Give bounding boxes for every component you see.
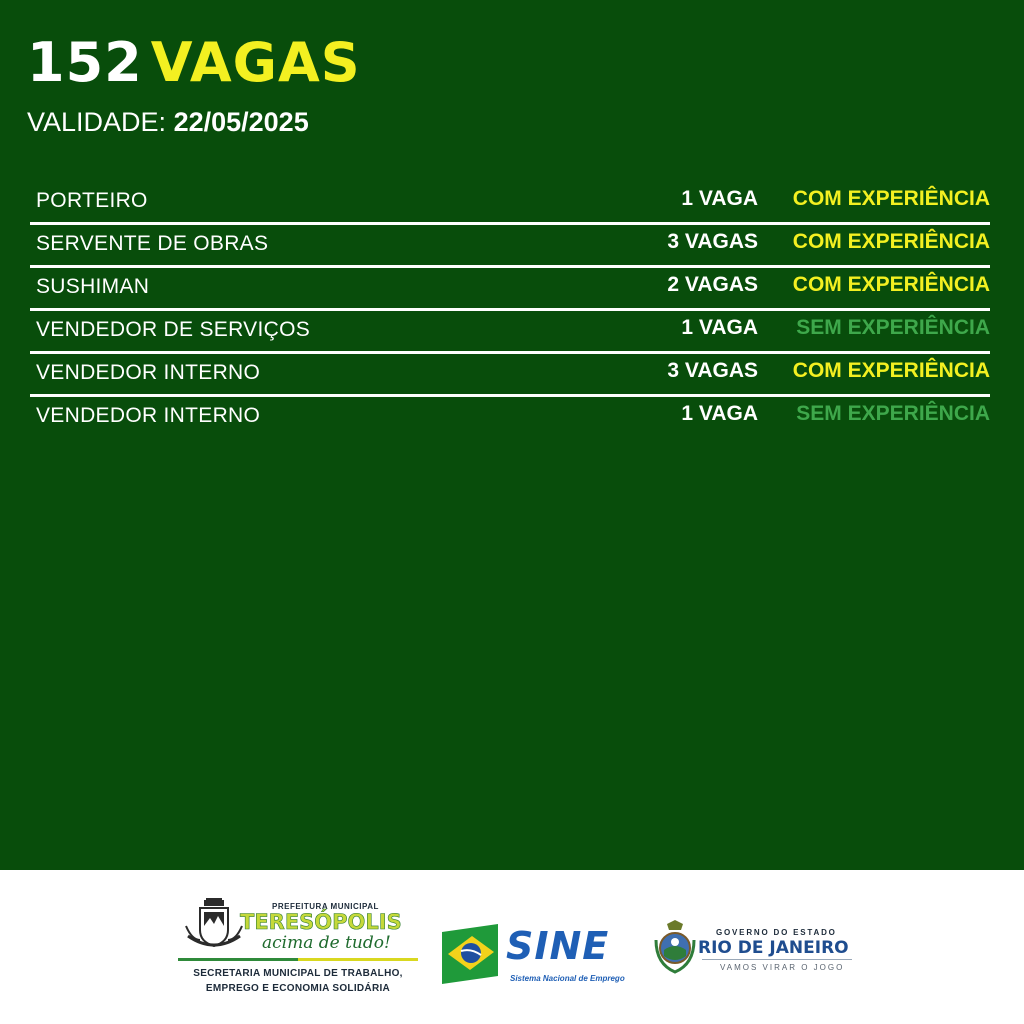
job-title: SUSHIMAN (36, 275, 150, 298)
job-vacancies: 3 VAGAS (667, 359, 758, 382)
rio-de-janeiro-logo (654, 920, 854, 980)
sine-subtitle: Sistema Nacional de Emprego (510, 974, 625, 983)
job-vacancies: 1 VAGA (681, 187, 758, 210)
rio-divider (702, 959, 852, 960)
secretaria-label (176, 966, 420, 996)
rio-de-janeiro-name: RIO DE JANEIRO (698, 938, 849, 958)
job-title: PORTEIRO (36, 189, 148, 212)
secretaria-line-2: EMPREGO E ECONOMIA SOLIDÁRIA (205, 983, 391, 994)
teresopolis-name: TERESÓPOLIS (240, 910, 402, 934)
job-list (30, 182, 990, 437)
city-crest-icon (184, 896, 244, 954)
job-title: VENDEDOR DE SERVIÇOS (36, 318, 311, 341)
vacancy-count: 152 (27, 31, 143, 94)
job-row (30, 354, 990, 397)
secretaria-line-1: SECRETARIA MUNICIPAL DE TRABALHO, (193, 968, 403, 979)
job-vacancies: 1 VAGA (681, 402, 758, 425)
rio-slogan: VAMOS VIRAR O JOGO (720, 963, 845, 972)
prefeitura-label: PREFEITURA MUNICIPAL (272, 902, 379, 911)
teresopolis-logo (176, 896, 420, 1006)
governo-label: GOVERNO DO ESTADO (716, 928, 837, 937)
sponsor-footer (0, 870, 1024, 1024)
job-experience: COM EXPERIÊNCIA (792, 359, 990, 382)
job-title: SERVENTE DE OBRAS (36, 232, 269, 255)
job-vacancies: 2 VAGAS (667, 273, 758, 296)
job-experience: SEM EXPERIÊNCIA (796, 402, 990, 425)
job-experience: COM EXPERIÊNCIA (792, 273, 990, 296)
validity (27, 104, 309, 140)
job-row (30, 311, 990, 354)
state-crest-icon (654, 920, 696, 976)
teresopolis-slogan: acima de tudo! (262, 933, 391, 953)
sine-logo (438, 922, 638, 992)
vacancy-word: VAGAS (150, 31, 361, 94)
job-experience: COM EXPERIÊNCIA (792, 187, 990, 210)
job-row (30, 268, 990, 311)
sine-name: SINE (506, 924, 610, 968)
job-row (30, 397, 990, 437)
job-experience: SEM EXPERIÊNCIA (796, 316, 990, 339)
brazil-flag-icon (438, 924, 502, 984)
job-row (30, 182, 990, 225)
teresopolis-divider (178, 958, 418, 961)
job-title: VENDEDOR INTERNO (36, 361, 261, 384)
headline (27, 28, 361, 98)
job-row (30, 225, 990, 268)
job-vacancies: 1 VAGA (681, 316, 758, 339)
validity-date: 22/05/2025 (173, 107, 309, 137)
job-vacancies: 3 VAGAS (667, 230, 758, 253)
validity-label: VALIDADE: (27, 107, 167, 137)
job-title: VENDEDOR INTERNO (36, 404, 261, 427)
job-experience: COM EXPERIÊNCIA (792, 230, 990, 253)
